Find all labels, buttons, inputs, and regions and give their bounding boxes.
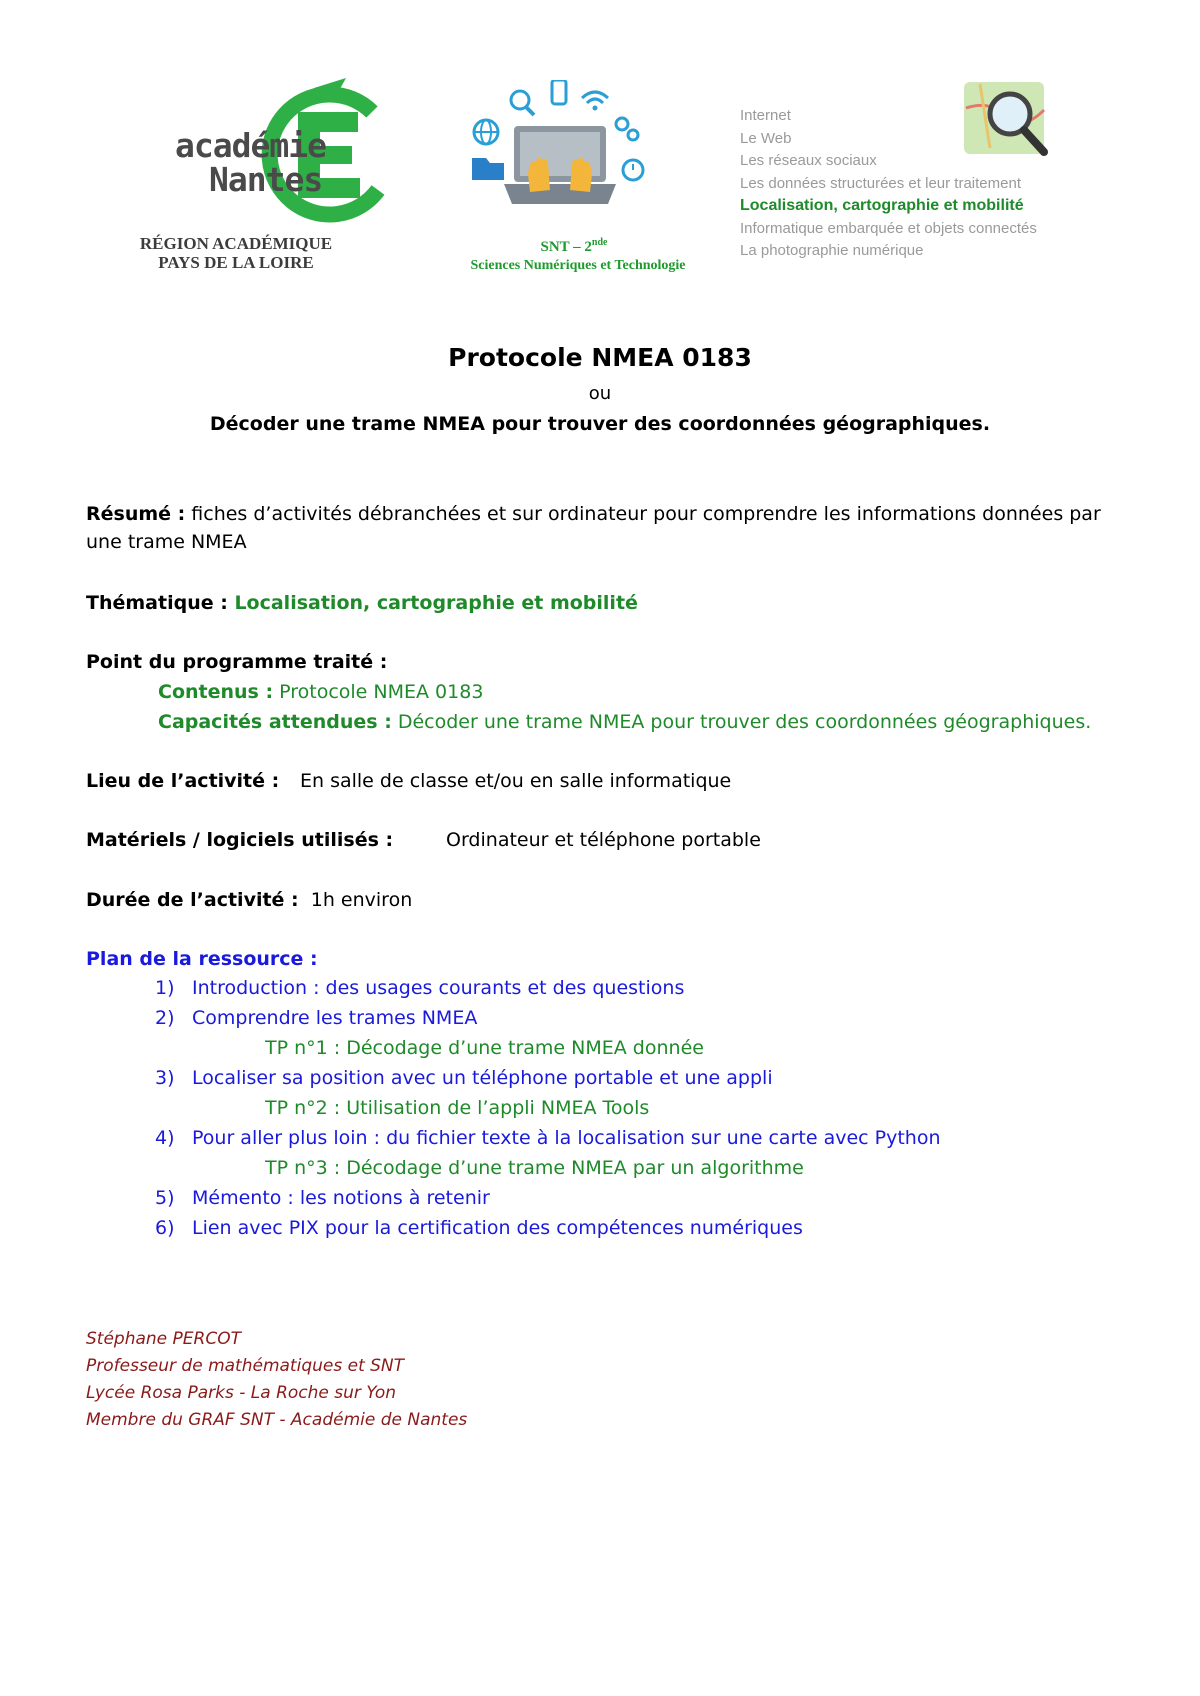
lieu-value: En salle de classe et/ou en salle informatique (300, 770, 732, 792)
plan-item-label: Introduction : des usages courants et des questions (192, 977, 685, 999)
theme-item: Localisation, cartographie et mobilité (740, 197, 1024, 214)
capacites-field (158, 708, 1091, 736)
plan-item-label: Lien avec PIX pour la certification des compétences numériques (192, 1217, 803, 1239)
theme-item: Internet (740, 107, 791, 124)
plan-item-number: 4) (155, 1127, 175, 1149)
capacites-value: Décoder une trame NMEA pour trouver des coordonnées géographiques. (391, 711, 1092, 733)
thematique-label: Thématique : (86, 592, 228, 614)
materiels-label: Matériels / logiciels utilisés : (86, 829, 394, 851)
author-name: Stéphane PERCOT (86, 1329, 241, 1349)
plan-item-number: 5) (155, 1187, 175, 1209)
plan-subitem (155, 1034, 1105, 1064)
plan-subitem (155, 1154, 1105, 1184)
plan-item-label: Localiser sa position avec un téléphone portable et une appli (192, 1067, 773, 1089)
plan-subitem (155, 1094, 1105, 1124)
author-group: Membre du GRAF SNT - Académie de Nantes (86, 1410, 468, 1430)
materiels-field (86, 826, 761, 854)
duree-label: Durée de l’activité : (86, 889, 299, 911)
snt-logo (458, 80, 718, 280)
document-subtitle: Décoder une trame NMEA pour trouver des coordonnées géographiques. (209, 413, 991, 435)
theme-item: Informatique embarquée et objets connectés (740, 219, 1037, 237)
capacites-label: Capacités attendues : (158, 711, 392, 733)
plan-item-label: Comprendre les trames NMEA (192, 1007, 478, 1029)
plan-item (155, 1064, 1105, 1094)
laptop-illustration-icon (458, 80, 658, 230)
resume-field (86, 500, 1126, 556)
resume-value: fiches d’activités débranchées et sur ordinateur pour comprendre les informations données par une trame NMEA (86, 503, 1101, 553)
snt-title: SNT – 2nde (540, 237, 608, 255)
resume-label: Résumé : (86, 503, 186, 525)
academie-logo (120, 78, 390, 278)
author-role: Professeur de mathématiques et SNT (86, 1356, 405, 1376)
lieu-field (86, 767, 732, 795)
document-title: Protocole NMEA 0183 (448, 343, 752, 372)
theme-item: La photographie numérique (740, 242, 924, 259)
document-or: ou (588, 383, 612, 404)
materiels-value: Ordinateur et téléphone portable (446, 829, 761, 851)
theme-item: Les données structurées et leur traitement (740, 174, 1021, 192)
contenus-label: Contenus : (158, 681, 274, 703)
plan-item-label: Mémento : les notions à retenir (192, 1187, 490, 1209)
region-line-2: PAYS DE LA LOIRE (158, 253, 314, 272)
plan-item-label: Pour aller plus loin : du fichier texte à la localisation sur une carte avec Python (192, 1127, 941, 1149)
academie-word: académie (175, 126, 326, 165)
plan-item (155, 1124, 1105, 1154)
duree-field (86, 886, 412, 914)
plan-subitem-label: TP n°3 : Décodage d’une trame NMEA par un algorithme (265, 1157, 804, 1179)
snt-subtitle: Sciences Numériques et Technologie (470, 258, 686, 273)
lieu-label: Lieu de l’activité : (86, 770, 280, 792)
plan-title: Plan de la ressource : (86, 948, 318, 970)
plan-item (155, 1214, 1105, 1244)
plan-item-number: 2) (155, 1007, 175, 1029)
themes-list (740, 105, 1120, 263)
region-line-1: RÉGION ACADÉMIQUE (139, 234, 333, 253)
author-block (86, 1326, 467, 1434)
plan-item (155, 1004, 1105, 1034)
plan-item (155, 1184, 1105, 1214)
author-school: Lycée Rosa Parks - La Roche sur Yon (86, 1383, 396, 1403)
plan-item-number: 3) (155, 1067, 175, 1089)
point-programme-label: Point du programme traité : (86, 651, 388, 673)
plan-subitem-label: TP n°2 : Utilisation de l’appli NMEA Tools (265, 1097, 650, 1119)
plan-item-number: 1) (155, 977, 175, 999)
contenus-field (158, 678, 483, 706)
nantes-word: Nantes (209, 160, 323, 199)
theme-item: Les réseaux sociaux (740, 152, 877, 169)
thematique-field (86, 589, 638, 617)
plan-subitem-label: TP n°1 : Décodage d’une trame NMEA donnée (265, 1037, 704, 1059)
theme-item: Le Web (740, 129, 792, 147)
thematique-value: Localisation, cartographie et mobilité (227, 592, 638, 614)
contenus-value: Protocole NMEA 0183 (273, 681, 484, 703)
plan-list (155, 974, 1105, 1244)
plan-item (155, 974, 1105, 1004)
plan-item-number: 6) (155, 1217, 175, 1239)
map-magnifier-icon (960, 78, 1052, 170)
duree-value: 1h environ (310, 889, 413, 911)
